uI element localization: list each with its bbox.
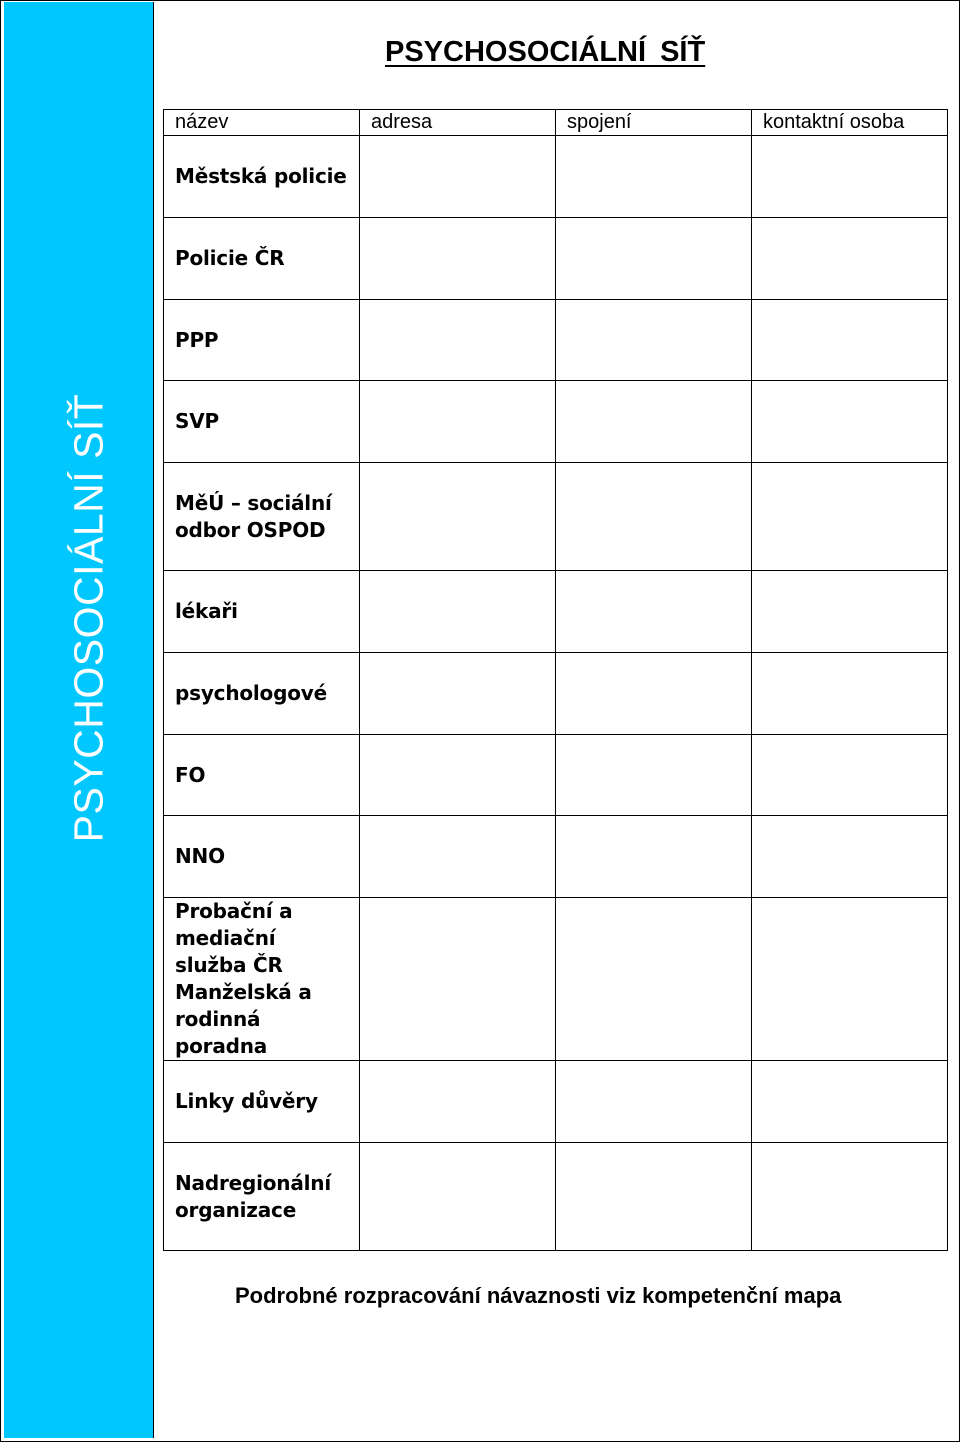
cell-adresa — [360, 463, 556, 571]
row-name-mestska-policie: Městská policie — [164, 136, 360, 218]
side-label: PSYCHOSOCIÁLNÍ SÍŤ — [65, 393, 112, 843]
cell-spojeni — [556, 653, 752, 735]
row-name-lekari: lékaři — [164, 571, 360, 653]
cell-kontaktni-osoba — [752, 1143, 948, 1251]
table-row — [164, 1061, 948, 1143]
header-nazev: název — [164, 110, 360, 136]
cell-adresa — [360, 898, 556, 1061]
cell-spojeni — [556, 218, 752, 300]
cell-kontaktni-osoba — [752, 571, 948, 653]
row-name-meu-ospod: MěÚ – sociální odbor OSPOD — [164, 463, 360, 571]
row-name-nadregionalni-organizace: Nadregionální organizace — [164, 1143, 360, 1251]
network-table — [163, 109, 948, 1251]
row-name-psychologove: psychologové — [164, 653, 360, 735]
cell-kontaktni-osoba — [752, 136, 948, 218]
cell-adresa — [360, 816, 556, 898]
table-row — [164, 571, 948, 653]
cell-adresa — [360, 1061, 556, 1143]
cell-spojeni — [556, 898, 752, 1061]
cell-adresa — [360, 571, 556, 653]
cell-kontaktni-osoba — [752, 898, 948, 1061]
cell-spojeni — [556, 1143, 752, 1251]
cell-kontaktni-osoba — [752, 1061, 948, 1143]
cell-adresa — [360, 136, 556, 218]
row-name-policie-cr: Policie ČR — [164, 218, 360, 300]
table-row — [164, 1143, 948, 1251]
cell-spojeni — [556, 136, 752, 218]
cell-adresa — [360, 1143, 556, 1251]
cell-spojeni — [556, 300, 752, 381]
cell-adresa — [360, 218, 556, 300]
cell-adresa — [360, 300, 556, 381]
header-adresa: adresa — [360, 110, 556, 136]
table-row — [164, 136, 948, 218]
cell-kontaktni-osoba — [752, 463, 948, 571]
cell-spojeni — [556, 1061, 752, 1143]
cell-spojeni — [556, 463, 752, 571]
row-name-nno: NNO — [164, 816, 360, 898]
row-name-svp: SVP — [164, 381, 360, 463]
row-name-ppp: PPP — [164, 300, 360, 381]
cell-spojeni — [556, 735, 752, 816]
table-row — [164, 300, 948, 381]
cell-kontaktni-osoba — [752, 816, 948, 898]
row-name-fo: FO — [164, 735, 360, 816]
footer-note: Podrobné rozpracování návaznosti viz kompetenční mapa — [235, 1283, 842, 1308]
table-row — [164, 463, 948, 571]
cell-kontaktni-osoba — [752, 218, 948, 300]
table-row — [164, 218, 948, 300]
cell-kontaktni-osoba — [752, 300, 948, 381]
cell-kontaktni-osoba — [752, 381, 948, 463]
cell-kontaktni-osoba — [752, 735, 948, 816]
row-name-probacni-sluzba: Probační a mediační služba ČR Manželská a rodinná poradna — [164, 898, 360, 1061]
header-spojeni: spojení — [556, 110, 752, 136]
table-row — [164, 898, 948, 1061]
table-row — [164, 653, 948, 735]
cell-adresa — [360, 653, 556, 735]
page-title: PSYCHOSOCIÁLNÍ SÍŤ — [385, 36, 706, 68]
table-row — [164, 816, 948, 898]
table-row — [164, 735, 948, 816]
cell-spojeni — [556, 381, 752, 463]
header-kontaktni-osoba: kontaktní osoba — [752, 110, 948, 136]
cell-kontaktni-osoba — [752, 653, 948, 735]
cell-adresa — [360, 381, 556, 463]
row-name-linky-duvery: Linky důvěry — [164, 1061, 360, 1143]
cell-spojeni — [556, 571, 752, 653]
table-row — [164, 381, 948, 463]
header-row — [164, 110, 948, 136]
cell-adresa — [360, 735, 556, 816]
cell-spojeni — [556, 816, 752, 898]
